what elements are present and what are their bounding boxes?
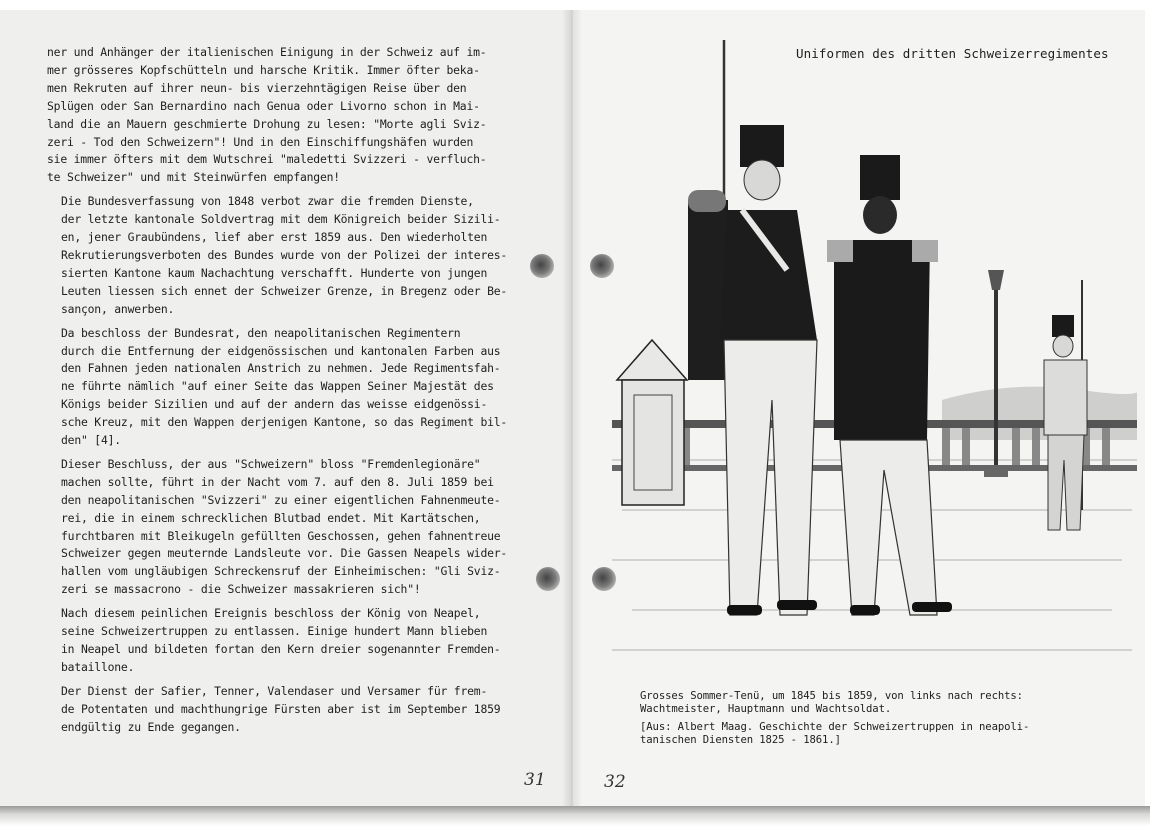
text-line: Da beschloss der Bundesrat, den neapolitanischen Regimentern	[61, 325, 461, 340]
text-line: machen sollte, führt in der Nacht vom 7. auf den 8. Juli 1859 bei	[61, 474, 494, 489]
punch-hole-icon	[590, 254, 614, 278]
punch-hole-icon	[536, 567, 560, 591]
text-line: bataillone.	[61, 659, 135, 674]
figure-wachtmeister	[688, 40, 817, 615]
source-line: tanischen Diensten 1825 - 1861.]	[640, 733, 841, 746]
text-line: endgültig zu Ende gegangen.	[61, 719, 241, 734]
page-gutter	[562, 10, 582, 808]
text-line: sierten Kantone kaum Nachachtung verschafft. Hunderte von jungen	[61, 265, 488, 280]
text-line: in Neapel und bildeten fortan den Kern dreier sogenannter Fremden-	[61, 642, 501, 656]
punch-hole-icon	[530, 254, 554, 278]
figure-wachtsoldat	[1044, 280, 1087, 530]
illustration-caption	[640, 690, 1110, 746]
text-line: Rekrutierungsverboten des Bundes wurde von der Polizei der interes-	[61, 247, 508, 262]
text-line: durch die Entfernung der eidgenössischen und kantonalen Farben aus	[61, 343, 501, 358]
uniform-illustration	[612, 40, 1137, 680]
illustration-heading: Uniformen des dritten Schweizerregimentes	[796, 46, 1109, 61]
text-line: Splügen oder San Bernardino nach Genua oder Livorno schon in Mai-	[47, 98, 480, 113]
text-line: ne führte nämlich "auf einer Seite das Wappen Seiner Majestät des	[61, 379, 494, 394]
sentry-box	[617, 340, 687, 505]
figure-hauptmann	[827, 155, 952, 615]
body-paragraph	[47, 605, 519, 677]
text-line: de Potentaten und machthungrige Fürsten aber ist im September 1859	[61, 701, 501, 716]
text-line: Königs beider Sizilien und auf der andern das weisse eidgenössi-	[61, 397, 488, 412]
text-line: sançon, anwerben.	[61, 301, 175, 316]
text-line: te Schweizer" und mit Steinwürfen empfangen!	[47, 170, 340, 185]
text-line: sie immer öfters mit dem Wutschrei "maledetti Svizzeri - verfluch-	[47, 152, 487, 167]
scan-edge-shadow	[0, 806, 1150, 826]
text-line: men Rekruten auf ihrer neun- bis vierzehntägigen Reise über den	[47, 80, 467, 95]
source-line: [Aus: Albert Maag. Geschichte der Schweizertruppen in neapoli-	[640, 721, 1030, 734]
text-line: mer grösseres Kopfschütteln und harsche Kritik. Immer öfter beka-	[47, 62, 480, 77]
text-line: den" [4].	[61, 433, 121, 448]
caption-line: Wachtmeister, Hauptmann und Wachtsoldat.	[640, 702, 892, 715]
text-line: seine Schweizertruppen zu entlassen. Einige hundert Mann blieben	[61, 624, 488, 639]
text-line: rei, die in einem schrecklichen Blutbad endet. Mit Kartätschen,	[61, 510, 481, 525]
text-line: sche Kreuz, mit den Wappen derjenigen Kantone, so das Regiment bil-	[61, 415, 508, 430]
lamp-post	[984, 270, 1008, 477]
left-page-body-text	[47, 44, 519, 743]
body-paragraph	[47, 456, 519, 599]
text-line: Schweizer gegen meuternde Landsleute vor. Die Gassen Neapels wider-	[61, 546, 508, 561]
text-line: Nach diesem peinlichen Ereignis beschloss der König von Neapel,	[61, 606, 481, 621]
body-paragraph	[47, 683, 519, 737]
left-page-number: 31	[524, 770, 546, 790]
text-line: der letzte kantonale Soldvertrag mit dem Königreich beider Sizili-	[61, 212, 501, 227]
text-line: Leuten liessen sich ennet der Schweizer Grenze, in Bregenz oder Be-	[61, 283, 508, 298]
text-line: hallen vom ungläubigen Schreckensruf der Einheimischen: "Gli Sviz-	[61, 564, 501, 579]
caption-line: Grosses Sommer-Tenü, um 1845 bis 1859, von links nach rechts:	[640, 690, 1023, 702]
text-line: Dieser Beschluss, der aus "Schweizern" bloss "Fremdenlegionäre"	[61, 456, 481, 471]
right-page-number: 32	[604, 772, 626, 792]
text-line: zeri - Tod den Schweizern"! Und in den Einschiffungshäfen wurden	[47, 134, 474, 149]
text-line: en, jener Graubündens, lief aber erst 1859 aus. Den wiederholten	[61, 230, 488, 245]
text-line: Der Dienst der Safier, Tenner, Valendaser und Versamer für frem-	[61, 683, 488, 698]
text-line: den neapolitanischen "Svizzeri" zu einer eigentlichen Fahnenmeute-	[61, 492, 501, 507]
text-line: ner und Anhänger der italienischen Einigung in der Schweiz auf im-	[47, 45, 487, 59]
body-paragraph	[47, 44, 519, 187]
body-paragraph	[47, 325, 519, 450]
body-paragraph	[47, 193, 519, 318]
text-line: land die an Mauern geschmierte Drohung zu lesen: "Morte agli Sviz-	[47, 116, 487, 131]
text-line: den Fahnen jeden nationalen Anstrich zu nehmen. Jede Regimentsfah-	[61, 361, 501, 376]
text-line: zeri se massacrono - die Schweizer massakrieren sich"!	[61, 582, 421, 597]
text-line: Die Bundesverfassung von 1848 verbot zwar die fremden Dienste,	[61, 194, 474, 209]
text-line: furchtbaren mit Bleikugeln gefüllten Geschossen, gehen fahnentreue	[61, 528, 501, 543]
